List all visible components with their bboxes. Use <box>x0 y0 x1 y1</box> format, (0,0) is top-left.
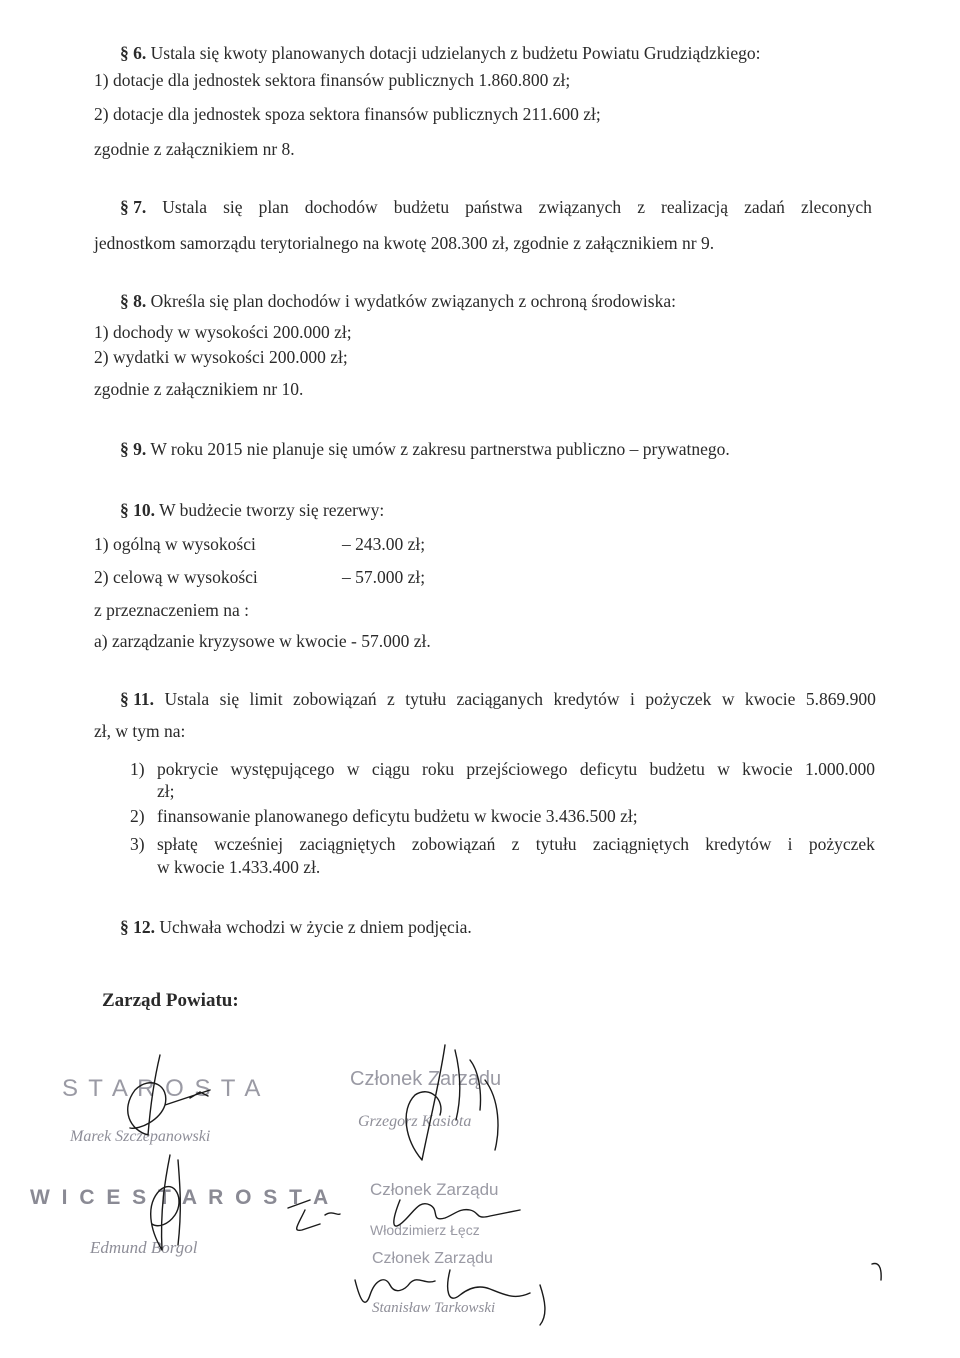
word: zaciąganych <box>456 689 544 709</box>
word: plan <box>258 197 289 217</box>
stamp-starosta-name: Marek Szczepanowski <box>70 1128 211 1145</box>
section-11-line-1 <box>120 688 876 710</box>
section-10-item-1-label: 1) ogólną w wysokości <box>94 534 256 554</box>
word: przejściowego <box>466 759 568 779</box>
section-11-item-3-line-1 <box>157 833 875 855</box>
signature-wicestarosta <box>130 1150 210 1260</box>
board-heading: Zarząd Powiatu: <box>102 990 239 1011</box>
word: Ustala <box>164 689 210 709</box>
word: Ustala <box>162 197 208 217</box>
section-6-text: Ustala się kwoty planowanych dotacji udzielanych z budżetu Powiatu Grudziądzkiego: <box>150 43 761 63</box>
word: z <box>637 197 645 217</box>
word: z <box>511 834 520 854</box>
stamp-member-2-name: Włodzimierz Łęcz <box>370 1222 480 1238</box>
word: się <box>219 689 240 709</box>
stamp-member-3-title: Członek Zarządu <box>372 1250 493 1267</box>
word: pożyczek <box>808 834 875 854</box>
word: zadań <box>744 197 785 217</box>
word: limit <box>249 689 283 709</box>
section-10-purpose: z przeznaczeniem na : <box>94 600 249 620</box>
section-10-sub-a: a) zarządzanie kryzysowe w kwocie - 57.000 zł. <box>94 631 431 651</box>
section-9-number: § 9. <box>120 439 147 459</box>
stamp-wicestarosta-title: W I C E S T A R O S T A <box>30 1186 332 1209</box>
section-11-item-3-number: 3) <box>130 834 145 854</box>
word: i <box>630 689 635 709</box>
section-6-number: § 6. <box>120 43 147 63</box>
word: budżetu <box>393 197 450 217</box>
section-12-text: Uchwała wchodzi w życie z dniem podjęcia. <box>159 917 472 937</box>
section-7-line-1 <box>120 196 872 218</box>
word: 1.000.000 <box>805 759 875 779</box>
section-8-reference: zgodnie z załącznikiem nr 10. <box>94 379 304 399</box>
word: kredytów <box>705 834 772 854</box>
word: z <box>387 689 395 709</box>
word: budżetu <box>649 759 705 779</box>
section-12-number: § 12. <box>120 917 155 937</box>
section-10-item-1-value: – 243.00 zł; <box>342 534 426 554</box>
section-6-item-2: 2) dotacje dla jednostek spoza sektora finansów publicznych 211.600 zł; <box>94 104 601 124</box>
section-6-item-1: 1) dotacje dla jednostek sektora finansów publicznych 1.860.800 zł; <box>94 70 571 90</box>
word: realizacją <box>661 197 729 217</box>
word: ciągu <box>371 759 410 779</box>
section-7-line-2: jednostkom samorządu terytorialnego na kwotę 208.300 zł, zgodnie z załącznikiem nr 9. <box>94 233 715 253</box>
section-10-text: W budżecie tworzy się rezerwy: <box>159 500 385 520</box>
section-8-item-1: 1) dochody w wysokości 200.000 zł; <box>94 322 352 342</box>
section-10-item-2-value: – 57.000 zł; <box>342 567 426 587</box>
stamp-member-1-name: Grzegorz Kasiota <box>358 1113 472 1130</box>
word: związanych <box>538 197 622 217</box>
stamp-member-2-title: Członek Zarządu <box>370 1180 499 1199</box>
section-9-text: W roku 2015 nie planuje się umów z zakresu partnerstwa publiczno – prywatnego. <box>150 439 730 459</box>
word: zobowiązań <box>411 834 496 854</box>
section-8-text: Określa się plan dochodów i wydatków związanych z ochroną środowiska: <box>150 291 676 311</box>
section-8-item-2: 2) wydatki w wysokości 200.000 zł; <box>94 347 348 367</box>
word: państwa <box>465 197 523 217</box>
section-8-heading <box>120 290 676 312</box>
signature-starosta <box>90 1050 230 1150</box>
word: występującego <box>230 759 335 779</box>
section-11-item-1-line-2: zł; <box>157 781 175 801</box>
word: w <box>721 689 735 709</box>
stamp-wicestarosta-name: Edmund Borgol <box>90 1238 198 1257</box>
signature-member-3 <box>340 1255 580 1335</box>
word: kredytów <box>553 689 620 709</box>
word: tytułu <box>405 689 447 709</box>
word: zaciągniętych <box>592 834 690 854</box>
word: 5.869.900 <box>805 689 876 709</box>
word: roku <box>422 759 455 779</box>
word: zleconych <box>800 197 872 217</box>
section-11-item-1-number: 1) <box>130 759 145 779</box>
word: dochodów <box>304 197 378 217</box>
stamp-member-3-name: Stanisław Tarkowski <box>372 1300 496 1316</box>
word: w <box>346 759 360 779</box>
word: kwocie <box>742 759 793 779</box>
section-6-heading <box>120 42 761 64</box>
word: tytułu <box>535 834 577 854</box>
section-11-item-2-text: finansowanie planowanego deficytu budżetu w kwocie 3.436.500 zł; <box>157 806 638 826</box>
signature-member-1 <box>360 1040 510 1170</box>
section-11-line-2: zł, w tym na: <box>94 721 186 741</box>
word: spłatę <box>157 834 198 854</box>
word: wcześniej <box>214 834 284 854</box>
section-8-number: § 8. <box>120 291 147 311</box>
section-7-number: § 7. <box>120 197 147 217</box>
word: pożyczek <box>645 689 712 709</box>
section-11-item-3-line-2: w kwocie 1.433.400 zł. <box>157 857 321 877</box>
word: deficytu <box>579 759 638 779</box>
word: się <box>223 197 243 217</box>
signature-member-2 <box>280 1180 560 1250</box>
section-6-reference: zgodnie z załącznikiem nr 8. <box>94 139 295 159</box>
margin-mark-icon <box>868 1258 888 1288</box>
section-10-heading <box>120 499 384 521</box>
section-12-heading <box>120 916 472 938</box>
section-10-item-2-label: 2) celową w wysokości <box>94 567 258 587</box>
section-11-item-2-number: 2) <box>130 806 145 826</box>
stamp-starosta-title: S T A R O S T A <box>62 1075 263 1102</box>
word: zobowiązań <box>293 689 377 709</box>
word: pokrycie <box>157 759 219 779</box>
section-10-number: § 10. <box>120 500 155 520</box>
word: zaciągniętych <box>299 834 396 854</box>
word: kwocie <box>744 689 796 709</box>
section-11-number: § 11. <box>120 689 155 709</box>
section-11-item-1-line-1 <box>157 758 875 780</box>
stamp-member-1-title: Członek Zarządu <box>350 1068 502 1090</box>
section-9-heading <box>120 438 730 460</box>
word: w <box>717 759 730 779</box>
word: i <box>787 834 793 854</box>
